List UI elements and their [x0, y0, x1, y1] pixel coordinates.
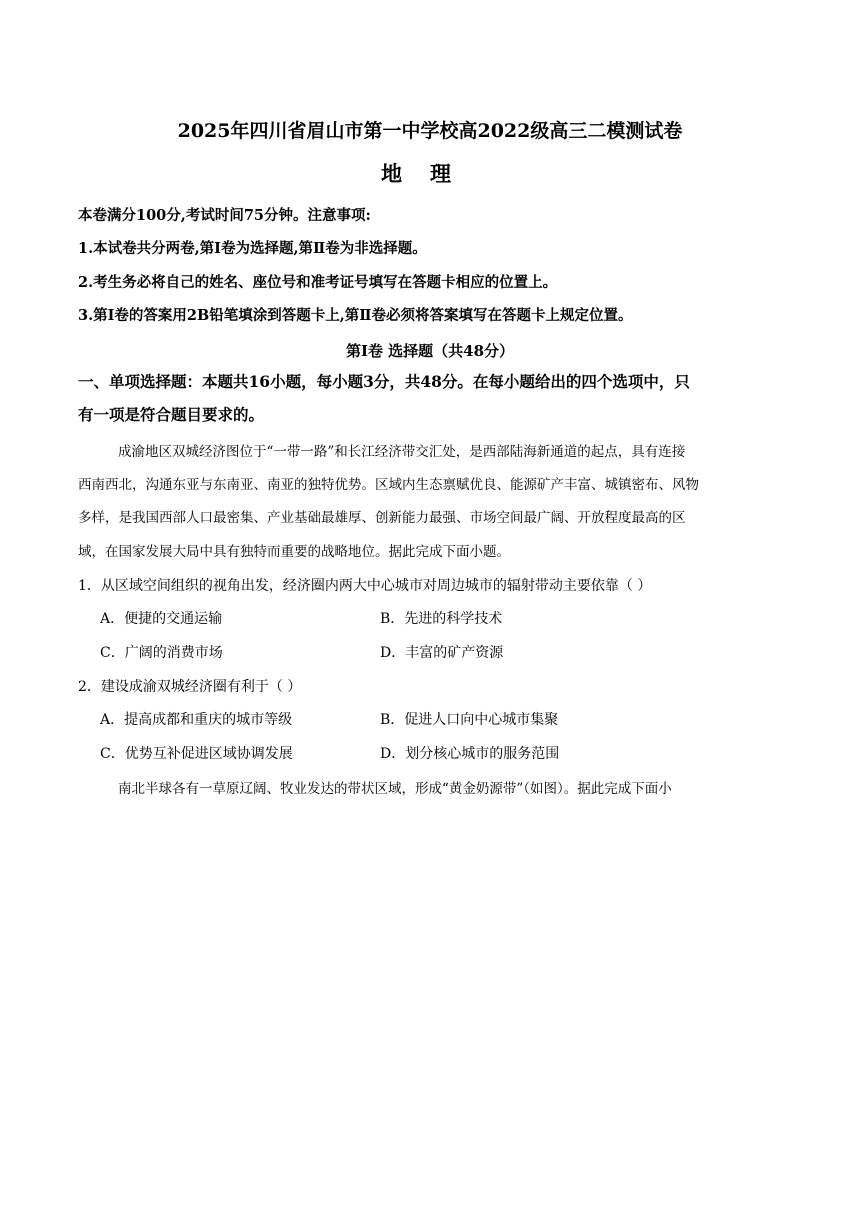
passage-1-line-4: 域，在国家发展大局中具有独特而重要的战略地位。据此完成下面小题。	[78, 544, 510, 560]
passage-1-line-2: 西南西北，沟通东亚与东南亚、南亚的独特优势。区域内生态禀赋优良、能源矿产丰富、城镇密布、风物	[78, 477, 699, 493]
question-2-stem: 2．建设成渝双城经济圈有利于（ ）	[78, 679, 302, 695]
subject-title: 地理	[381, 161, 479, 186]
question-1-option-a: A．便捷的交通运输	[100, 611, 223, 627]
part-intro-line-2: 有一项是符合题目要求的。	[78, 405, 265, 424]
notice-line-2: 1.本试卷共分两卷,第Ⅰ卷为选择题,第Ⅱ卷为非选择题。	[78, 240, 427, 257]
question-2-option-d: D．划分核心城市的服务范围	[380, 746, 560, 762]
question-1-option-b: B．先进的科学技术	[380, 611, 503, 627]
section-heading: 第Ⅰ卷 选择题（共48分）	[345, 342, 515, 360]
exam-title: 2025年四川省眉山市第一中学校高2022级高三二模测试卷	[177, 120, 683, 142]
question-1-option-c: C．广阔的消费市场	[100, 645, 223, 661]
notice-line-4: 3.第Ⅰ卷的答案用2B铅笔填涂到答题卡上,第Ⅱ卷必须将答案填写在答题卡上规定位置。	[78, 307, 633, 324]
question-1-option-d: D．丰富的矿产资源	[380, 645, 504, 661]
notice-line-3: 2.考生务必将自己的姓名、座位号和准考证号填写在答题卡相应的位置上。	[78, 274, 558, 291]
passage-1-line-1: 成渝地区双城经济图位于“一带一路”和长江经济带交汇处，是西部陆海新通道的起点，具有连接	[118, 444, 686, 460]
passage-1-line-3: 多样，是我国西部人口最密集、产业基础最雄厚、创新能力最强、市场空间最广阔、开放程度最高的区	[78, 510, 686, 526]
question-2-option-a: A．提高成都和重庆的城市等级	[100, 712, 293, 728]
question-2-option-c: C．优势互补促进区域协调发展	[100, 746, 293, 762]
notice-line-1: 本卷满分100分,考试时间75分钟。注意事项:	[78, 207, 371, 224]
part-intro-line-1: 一、单项选择题：本题共16小题，每小题3分，共48分。在每小题给出的四个选项中，只	[78, 372, 690, 391]
question-2-option-b: B．促进人口向中心城市集聚	[380, 712, 559, 728]
passage-2-line-1: 南北半球各有一草原辽阔、牧业发达的带状区域，形成“黄金奶源带”（如图）。据此完成下面小	[118, 781, 672, 797]
question-1-stem: 1．从区域空间组织的视角出发，经济圈内两大中心城市对周边城市的辐射带动主要依靠（ ）	[78, 578, 652, 594]
